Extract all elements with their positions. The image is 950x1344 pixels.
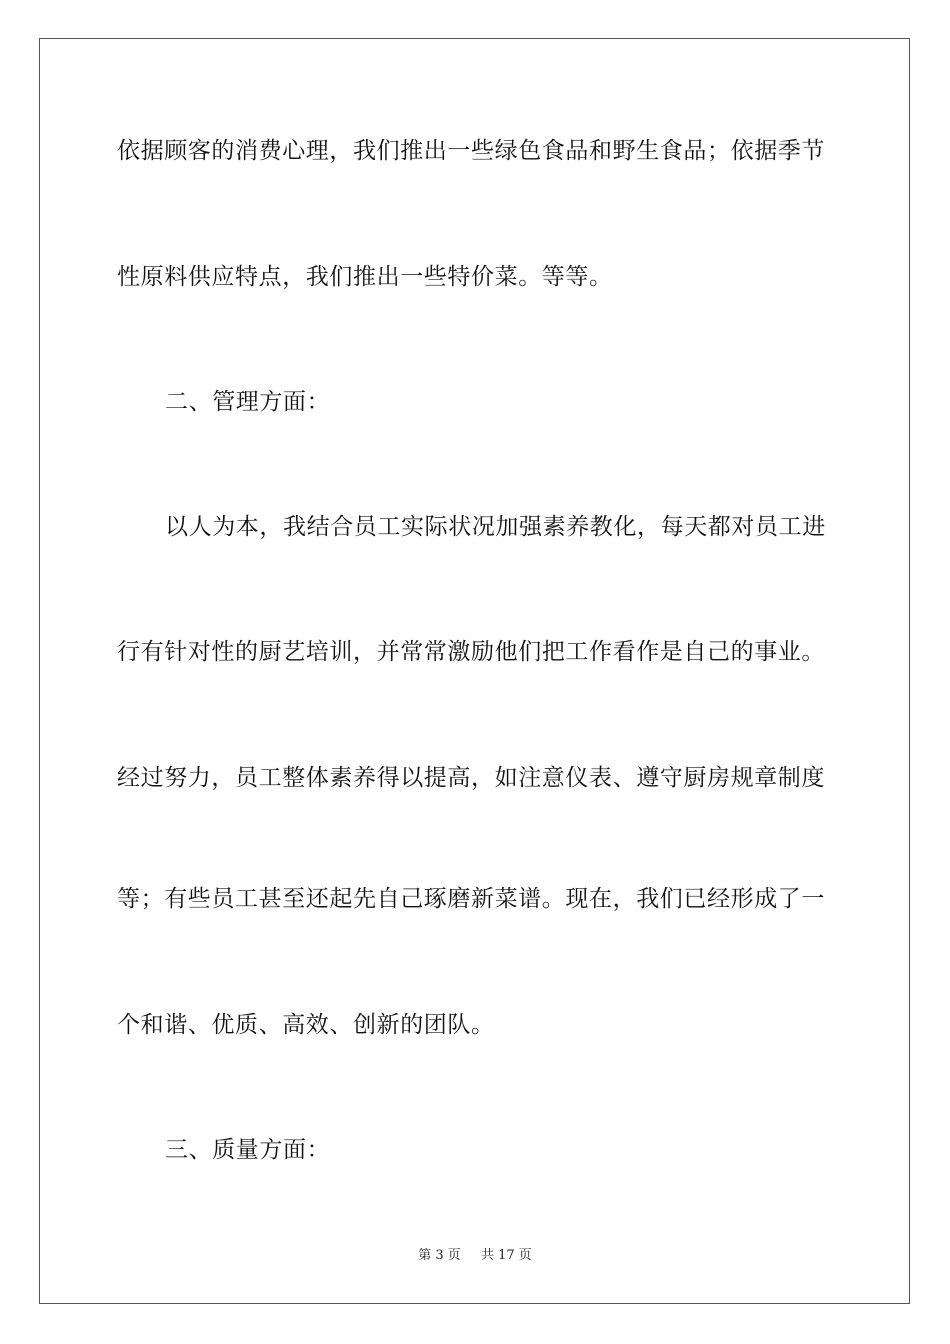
body-text-line: 等；有些员工甚至还起先自己琢磨新菜谱。现在，我们已经形成了一	[117, 886, 825, 912]
page-number: 第 3 页	[418, 1248, 461, 1263]
page-total: 共 17 页	[480, 1248, 532, 1263]
section-heading: 二、管理方面：	[165, 389, 331, 415]
body-text-line: 依据顾客的消费心理，我们推出一些绿色食品和野生食品；依据季节	[117, 138, 825, 164]
body-text-line: 经过努力，员工整体素养得以提高，如注意仪表、遵守厨房规章制度	[117, 765, 825, 791]
body-text-line: 性原料供应特点，我们推出一些特价菜。等等。	[117, 264, 613, 290]
body-text-line: 个和谐、优质、高效、创新的团队。	[117, 1012, 495, 1038]
page-footer	[0, 1247, 950, 1265]
section-heading: 三、质量方面：	[165, 1137, 331, 1163]
body-text-line: 行有针对性的厨艺培训，并常常激励他们把工作看作是自己的事业。	[117, 639, 825, 665]
page-frame	[39, 38, 910, 1304]
body-text-line: 以人为本，我结合员工实际状况加强素养教化，每天都对员工进	[165, 514, 826, 540]
